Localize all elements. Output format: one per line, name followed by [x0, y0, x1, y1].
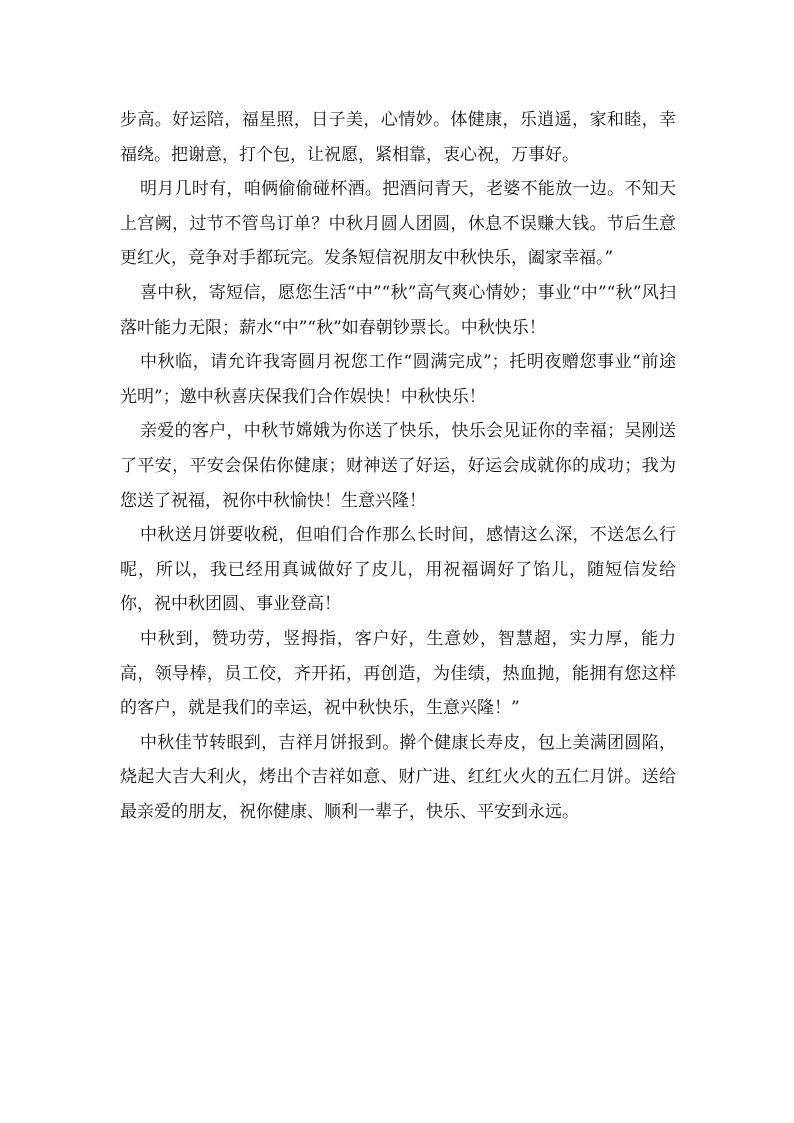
- paragraph: 喜中秋，寄短信，愿您生活“中”“秋”高气爽心情妙；事业“中”“秋”风扫落叶能力无限；薪水“中”“秋”如春朝钞票长。中秋快乐！: [120, 282, 676, 338]
- paragraph: 中秋佳节转眼到，吉祥月饼报到。擀个健康长寿皮，包上美满团圆陷，烧起大吉大利火，烤出个吉祥如意、财广进、红红火火的五仁月饼。送给最亲爱的朋友，祝你健康、顺利一辈子，快乐、平安到永远。: [120, 732, 676, 822]
- paragraph: 明月几时有，咱俩偷偷碰杯酒。把酒问青天，老婆不能放一边。不知天上宫阙，过节不管鸟订单？中秋月圆人团圆，休息不误赚大钱。节后生意更红火，竞争对手都玩完。发条短信祝朋友中秋快乐，阖家幸福。”: [120, 179, 676, 269]
- paragraph-continuation: 步高。好运陪，福星照，日子美，心情妙。体健康，乐逍遥，家和睦，幸福绕。把谢意，打个包，让祝愿，紧相靠，衷心祝，万事好。: [120, 110, 676, 165]
- paragraph: 中秋临，请允许我寄圆月祝您工作“圆满完成”；托明夜赠您事业“前途光明”；邀中秋喜庆保我们合作娱快！中秋快乐！: [120, 352, 676, 407]
- paragraph: 亲爱的客户，中秋节嫦娥为你送了快乐，快乐会见证你的幸福；吴刚送了平安，平安会保佑你健康；财神送了好运，好运会成就你的成功；我为您送了祝福，祝你中秋愉快！生意兴隆！: [120, 421, 676, 511]
- document-body: [120, 103, 676, 829]
- paragraph: 中秋到，赞功劳，竖拇指，客户好，生意妙，智慧超，实力厚，能力高，领导棒，员工佼，齐开拓，再创造，为佳绩，热血抛，能拥有您这样的客户，就是我们的幸运，祝中秋快乐，生意兴隆！”: [120, 628, 676, 719]
- paragraph: 中秋送月饼要收税，但咱们合作那么长时间，感情这么深，不送怎么行呢，所以，我已经用真诚做好了皮儿，用祝福调好了馅儿，随短信发给你，祝中秋团圆、事业登高！: [120, 525, 676, 615]
